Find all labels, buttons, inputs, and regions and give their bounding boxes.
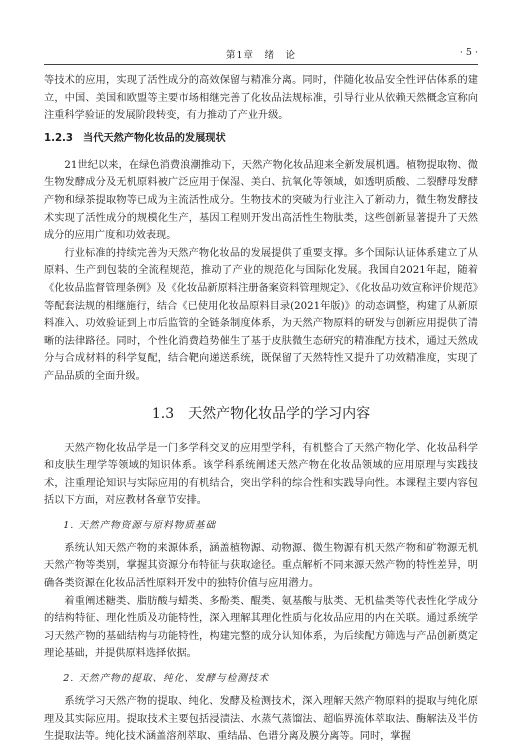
paragraph: 行业标准的持续完善为天然产物化妆品的发展提供了重要支撑。多个国际认证体系建立了从原料、生产到包装的全流程规范，推动了产业的规范化与国际化发展。我国自2021年起，随着《化妆品监督管理条例》及《化妆品新原料注册备案资料管理规定》、《化妆品功效宣称评价规范》等配套法规的相继施行，结合《已使用化妆品原料目录(2021年版)》的动态调整，构建了从新原料准入、功效验证到上市后监管的全链条制度体系，为天然产物原料的研发与创新应用提供了清晰的法律路径。同时，个性化消费趋势催生了基于皮肤微生态研究的精准配方技术，通过天然成分与合成材料的科学复配，结合靶向递送系统，既保留了天然特性又提升了功效精准度，实现了产品品质的全面升级。 — [44, 247, 478, 382]
paragraph: 着重阐述糖类、脂肪酸与蜡类、多酚类、醌类、氨基酸与肽类、无机盐类等代表性化学成分的结构特征、理化性质及功能特性，深入理解其理化性质与化妆品应用的内在关联。通过系统学习天然产物的基础结构与功能特性，构建完整的成分认知体系，为后续配方筛选与产品创新奠定理论基础，并提供原料选择依据。 — [44, 595, 478, 660]
paragraph: 天然产物化妆品学是一门多学科交叉的应用型学科，有机整合了天然产物化学、化妆品科学和皮肤生理学等领域的知识体系。该学科系统阐述天然产物在化妆品领域的应用原理与实践技术，注重理论知识与实际应用的有机结合，突出学科的综合性和实践导向性。本课程主要内容包括以下方面，对应教材各章节安排。 — [44, 442, 478, 507]
paragraph-continued: 等技术的应用，实现了活性成分的高效保留与精准分离。同时，伴随化妆品安全性评估体系的建立，中国、美国和欧盟等主要市场相继完善了化妆品法规标准，引导行业从依赖天然概念宣称向注重科学验证的发展阶段转变，有力推动了产业升级。 — [44, 75, 478, 122]
chapter-title: 第1章 绪 论 — [225, 50, 297, 61]
section-heading-1-3 — [44, 404, 478, 424]
page-number: · 5 · — [459, 47, 478, 58]
item-heading-2: 2. 天然产物的提取、纯化、发酵与检测技术 — [63, 673, 270, 685]
section-title: 天然产物化妆品学的学习内容 — [188, 405, 371, 422]
subsection-title: 当代天然产物化妆品的发展现状 — [83, 132, 226, 144]
body-text — [44, 72, 478, 746]
subsection-heading-1-2-3 — [44, 131, 478, 147]
paragraph: 21世纪以来，在绿色消费浪潮推动下，天然产物化妆品迎来全新发展机遇。植物提取物、微生物发酵成分及无机原料被广泛应用于保湿、美白、抗氧化等领域，如透明质酸、二裂酵母发酵产物和绿茶提取物等已成为主流活性成分。生物技术的突破为行业注入了新动力，微生物发酵技术实现了活性成分的规模化生产，基因工程则开发出高活性生物肽类，这些创新显著提升了天然成分的应用广度和功效表现。 — [44, 159, 478, 242]
section-number: 1.3 — [151, 405, 175, 422]
paragraph: 系统学习天然产物的提取、纯化、发酵及检测技术，深入理解天然产物原料的提取与纯化原理及其实际应用。提取技术主要包括浸渍法、水蒸气蒸馏法、超临界流体萃取法、酶解法及半仿生提取法等。纯化技术涵盖溶剂萃取、重结晶、色谱分离及膜分离等。同时，掌握 — [44, 696, 478, 743]
paragraph: 系统认知天然产物的来源体系，涵盖植物源、动物源、微生物源有机天然产物和矿物源无机天然产物等类别，掌握其资源分布特征与获取途径。重点解析不同来源天然产物的特性差异，明确各类资源在化妆品活性原料开发中的独特价值与应用潜力。 — [44, 542, 478, 590]
item-heading-1: 1. 天然产物资源与原料物质基础 — [63, 519, 217, 531]
subsection-number: 1.2.3 — [44, 132, 74, 144]
running-header — [44, 44, 478, 65]
